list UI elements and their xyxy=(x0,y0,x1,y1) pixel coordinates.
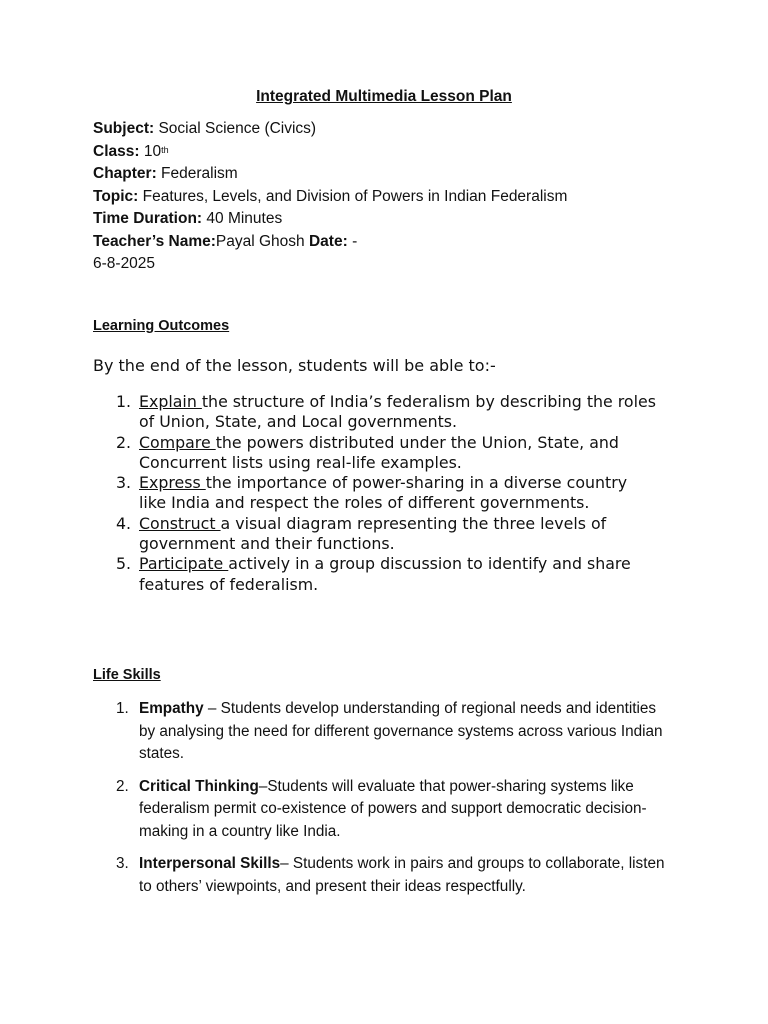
teacher-value: Payal Ghosh xyxy=(215,232,305,250)
learning-outcomes-heading: Learning Outcomes xyxy=(93,318,230,334)
life-skills-list xyxy=(116,698,676,908)
action-verb: Compare xyxy=(139,432,216,452)
item-text: actively in a group discussion to identify and share features of federalism. xyxy=(139,554,631,594)
item-text: – Students work in pairs and groups to collaborate, listen to others’ viewpoints, and present their ideas respectfully. xyxy=(139,855,665,895)
list-item xyxy=(116,514,656,555)
item-number: 1. xyxy=(116,700,129,717)
subject-value: Social Science (Civics) xyxy=(158,120,317,137)
item-number: 5. xyxy=(116,554,132,574)
skill-name: Interpersonal Skills xyxy=(139,855,281,872)
action-verb: Construct xyxy=(139,513,221,533)
item-text: the powers distributed under the Union, State, and Concurrent lists using real-life examples. xyxy=(139,432,619,472)
learning-outcomes-intro: By the end of the lesson, students will be able to:- xyxy=(93,356,496,375)
subject-line xyxy=(93,118,567,141)
class-label: Class: xyxy=(93,142,140,160)
item-text: the structure of India’s federalism by describing the roles of Union, State, and Local governments. xyxy=(139,392,656,432)
action-verb: Explain xyxy=(139,392,202,411)
item-number: 2. xyxy=(116,777,129,795)
chapter-label: Chapter: xyxy=(93,165,157,182)
item-text: – Students develop understanding of regional needs and identities by analysing the need for different governance systems across various Indian states. xyxy=(139,700,663,762)
date-label: Date: xyxy=(308,232,348,250)
topic-label: Topic: xyxy=(93,187,139,205)
duration-value: 40 Minutes xyxy=(206,210,283,227)
lesson-meta xyxy=(93,118,567,276)
life-skills-heading: Life Skills xyxy=(93,667,161,683)
chapter-line xyxy=(93,163,567,186)
document-title: Integrated Multimedia Lesson Plan xyxy=(256,88,512,105)
class-line xyxy=(93,141,567,164)
class-superscript: th xyxy=(161,144,169,155)
item-text: –Students will evaluate that power-sharing systems like federalism permit co-existence of powers and support democratic decision- making in a country like India. xyxy=(139,777,647,840)
chapter-value: Federalism xyxy=(161,165,238,182)
item-number: 3. xyxy=(116,855,129,872)
subject-label: Subject: xyxy=(93,120,155,137)
date-value: 6-8-2025 xyxy=(93,255,156,272)
duration-label: Time Duration: xyxy=(93,210,203,227)
item-text: a visual diagram representing the three levels of government and their functions. xyxy=(139,513,607,554)
date-dash: - xyxy=(352,232,358,250)
class-value: 10 xyxy=(143,142,162,160)
list-item xyxy=(116,776,676,844)
list-item xyxy=(116,392,656,433)
action-verb: Express xyxy=(139,473,206,493)
date-line xyxy=(93,253,567,276)
skill-name: Empathy xyxy=(139,700,204,717)
topic-value: Features, Levels, and Division of Powers in Indian Federalism xyxy=(142,187,568,205)
teacher-label: Teacher’s Name: xyxy=(93,232,216,250)
item-text: the importance of power-sharing in a diverse country like India and respect the roles of different governments. xyxy=(139,473,628,513)
duration-line xyxy=(93,208,567,231)
item-number: 3. xyxy=(116,473,132,493)
teacher-line xyxy=(93,231,567,254)
action-verb: Participate xyxy=(139,554,229,574)
item-number: 1. xyxy=(116,392,132,411)
topic-line xyxy=(93,186,567,209)
list-item xyxy=(116,853,676,898)
list-item xyxy=(116,433,656,474)
learning-outcomes-list xyxy=(116,392,656,595)
list-item xyxy=(116,473,656,514)
item-number: 2. xyxy=(116,432,132,452)
item-number: 4. xyxy=(116,513,132,533)
list-item xyxy=(116,698,676,766)
skill-name: Critical Thinking xyxy=(139,777,259,795)
list-item xyxy=(116,554,656,595)
